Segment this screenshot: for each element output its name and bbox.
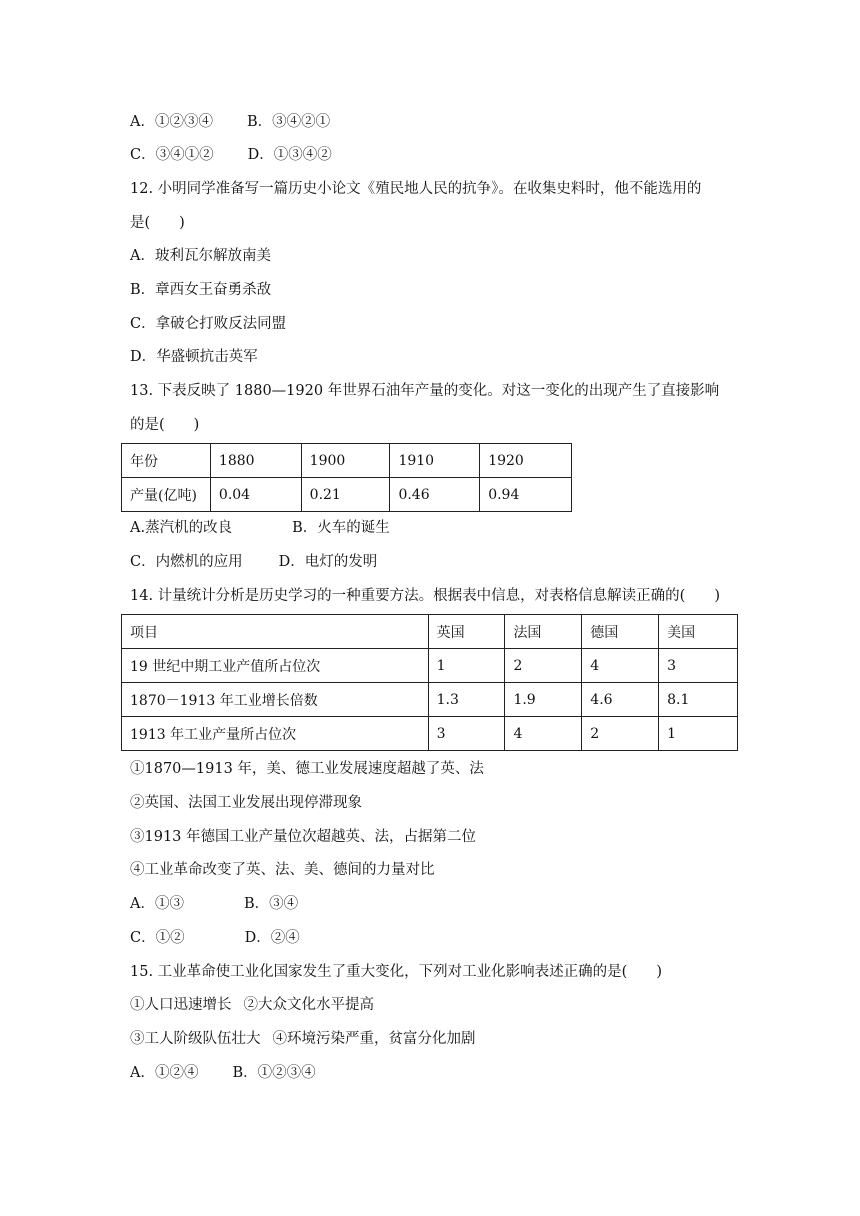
q14-options-row2 xyxy=(130,928,300,948)
table-cell: 4 xyxy=(582,649,659,683)
table-cell: 4 xyxy=(505,717,582,751)
table-cell: 8.1 xyxy=(659,683,738,717)
q11-option-c[interactable]: C．③④①② xyxy=(130,147,214,163)
q14-industry-table xyxy=(121,614,738,751)
table-row xyxy=(122,683,738,717)
q14-stem: 14. 计量统计分析是历史学习的一种重要方法。根据表中信息，对表格信息解读正确的( ) xyxy=(130,588,720,604)
table-cell: 1900 xyxy=(301,444,390,478)
table-row xyxy=(122,649,738,683)
q14-statement-1: ①1870—1913 年，美、德工业发展速度超越了英、法 xyxy=(130,761,484,777)
q15-statement-4: ④环境污染严重，贫富分化加剧 xyxy=(272,1031,476,1047)
table-cell: 0.46 xyxy=(390,478,480,512)
q14-option-a[interactable]: A．①③ xyxy=(130,896,184,912)
q15-statements-row2 xyxy=(130,1029,476,1049)
table-cell: 法国 xyxy=(505,615,582,649)
table-row xyxy=(122,444,572,478)
q13-option-c[interactable]: C．内燃机的应用 xyxy=(130,554,243,570)
q14-statement-4: ④工业革命改变了英、法、美、德间的力量对比 xyxy=(130,862,435,878)
q11-options-row2 xyxy=(130,145,332,165)
table-row xyxy=(122,478,572,512)
table-cell: 美国 xyxy=(659,615,738,649)
q15-options-row1 xyxy=(130,1063,316,1083)
table-cell: 4.6 xyxy=(582,683,659,717)
table-row xyxy=(122,717,738,751)
table-cell: 德国 xyxy=(582,615,659,649)
q11-option-b[interactable]: B．③④②① xyxy=(246,114,331,130)
q13-option-a[interactable]: A.蒸汽机的改良 xyxy=(130,520,233,536)
q12-option-a[interactable]: A．玻利瓦尔解放南美 xyxy=(130,248,271,264)
table-cell: 1870－1913 年工业增长倍数 xyxy=(122,683,429,717)
table-cell: 3 xyxy=(428,717,505,751)
table-cell: 项目 xyxy=(122,615,429,649)
q14-statement-3: ③1913 年德国工业产量位次超越英、法，占据第二位 xyxy=(130,829,477,845)
table-cell: 产量(亿吨) xyxy=(122,478,211,512)
table-cell: 1 xyxy=(428,649,505,683)
q12-stem-line2: 是( ) xyxy=(130,215,185,231)
table-cell: 1 xyxy=(659,717,738,751)
q14-statement-2: ②英国、法国工业发展出现停滞现象 xyxy=(130,795,362,811)
q13-stem-line1: 13. 下表反映了 1880—1920 年世界石油年产量的变化。对这一变化的出现产生了直接影响 xyxy=(130,383,720,399)
table-cell: 0.21 xyxy=(301,478,390,512)
table-cell: 1.9 xyxy=(505,683,582,717)
table-cell: 1910 xyxy=(390,444,480,478)
table-cell: 1913 年工业产量所占位次 xyxy=(122,717,429,751)
table-cell: 英国 xyxy=(428,615,505,649)
q13-options-row1 xyxy=(130,518,390,538)
q15-statement-3: ③工人阶级队伍壮大 xyxy=(130,1031,261,1047)
q14-option-b[interactable]: B．③④ xyxy=(243,896,299,912)
table-cell: 年份 xyxy=(122,444,211,478)
q12-option-d[interactable]: D．华盛顿抗击英军 xyxy=(130,349,258,365)
table-cell: 3 xyxy=(659,649,738,683)
q15-statements-row1 xyxy=(130,995,374,1015)
q14-option-d[interactable]: D．②④ xyxy=(244,930,300,946)
table-cell: 0.94 xyxy=(480,478,572,512)
q12-option-c[interactable]: C．拿破仑打败反法同盟 xyxy=(130,316,287,332)
q13-option-d[interactable]: D．电灯的发明 xyxy=(278,554,378,570)
q14-options-row1 xyxy=(130,894,298,914)
q11-option-d[interactable]: D．①③④② xyxy=(247,147,332,163)
table-cell: 1880 xyxy=(210,444,301,478)
q12-option-b[interactable]: B．章西女王奋勇杀敌 xyxy=(130,282,272,298)
q15-statement-2: ②大众文化水平提高 xyxy=(243,997,374,1013)
q15-stem: 15. 工业革命使工业化国家发生了重大变化，下列对工业化影响表述正确的是( ) xyxy=(130,964,662,980)
q11-options-row1 xyxy=(130,112,330,132)
table-cell: 0.04 xyxy=(210,478,301,512)
q14-option-c[interactable]: C．①② xyxy=(130,930,185,946)
table-cell: 2 xyxy=(582,717,659,751)
q15-option-a[interactable]: A．①②④ xyxy=(130,1065,199,1081)
q13-stem-line2: 的是( ) xyxy=(130,417,200,433)
table-row xyxy=(122,615,738,649)
q15-option-b[interactable]: B．①②③④ xyxy=(232,1065,316,1081)
table-cell: 1.3 xyxy=(428,683,505,717)
table-cell: 19 世纪中期工业产值所占位次 xyxy=(122,649,429,683)
q13-oil-table xyxy=(121,443,572,512)
q11-option-a[interactable]: A．①②③④ xyxy=(130,114,213,130)
q12-stem-line1: 12. 小明同学准备写一篇历史小论文《殖民地人民的抗争》。在收集史料时，他不能选用的 xyxy=(130,181,702,197)
table-cell: 2 xyxy=(505,649,582,683)
q13-option-b[interactable]: B．火车的诞生 xyxy=(292,520,390,536)
q15-statement-1: ①人口迅速增长 xyxy=(130,997,232,1013)
q13-options-row2 xyxy=(130,552,377,572)
table-cell: 1920 xyxy=(480,444,572,478)
